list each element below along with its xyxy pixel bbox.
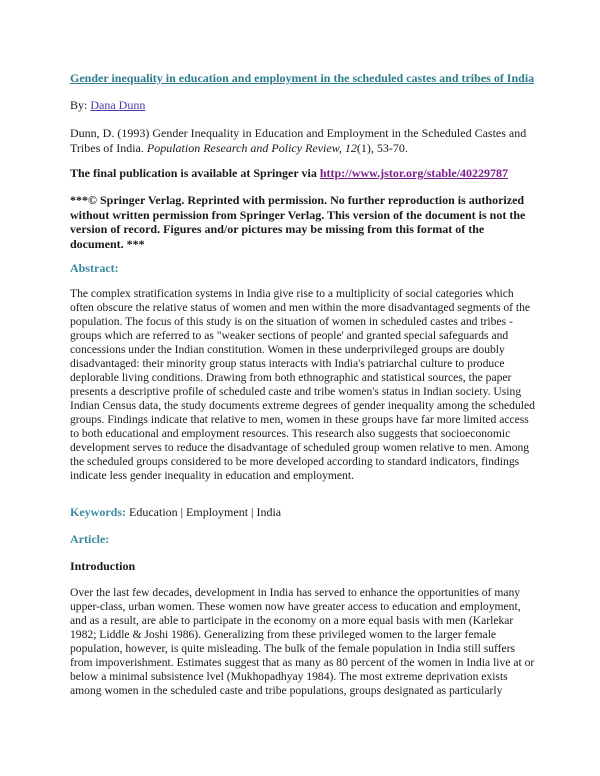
final-publication-text: The final publication is available at Springer via <box>70 166 317 180</box>
keywords-label: Keywords: <box>70 505 126 519</box>
citation-text: Dunn, D. (1993) Gender Inequality in Education and Employment in the Scheduled Castes and Tribes of India. <box>70 126 527 155</box>
citation-journal: Population Research and Policy Review, <box>146 140 342 155</box>
citation-volume: 12 <box>344 140 357 155</box>
keywords <box>70 505 540 520</box>
abstract-text: The complex stratification systems in India give rise to a multiplicity of social categories which often obscure the relative status of women and men within the more disadvantaged segments of the population. The focus of this study is on the situation of women in scheduled castes and tribes - groups which are referred to as "weaker sections of people' and granted special safeguards and concessions under the Indian constitution. Women in these underprivileged groups are doubly disadvantaged: their minority group status interacts with India's patriarchal culture to produce deplorable living conditions. Drawing from both ethnographic and statistical sources, the paper presents a descriptive profile of scheduled caste and tribe women's status in Indian society. Using Indian Census data, the study documents extreme degrees of gender inequality among the scheduled groups. Findings indicate that relative to men, women in these groups have far more limited access to both educational and employment resources. This research also suggests that socioeconomic development serves to reduce the disadvantage of scheduled group women relative to men. Among the scheduled groups considered to be more developed according to standard indicators, findings indicate less gender inequality in education and employment. <box>70 287 535 482</box>
jstor-link[interactable]: http://www.jstor.org/stable/40229787 <box>319 166 509 180</box>
author-link[interactable]: Dana Dunn <box>90 98 146 112</box>
byline-label: By: <box>70 98 88 112</box>
introduction-text: Over the last few decades, development in India has served to enhance the opportunities of many upper-class, urban women. These women now have greater access to education and employment, and as a result, are able to participate in the economy on a more equal basis with men (Karlekar 1982; Liddle & Joshi 1986). Generalizing from these privileged women to the larger female population, however, is quite misleading. The bulk of the female population in India still suffers from impoverishment. Estimates suggest that as many as 80 percent of the women in India live at or below a minimal subsistence lvel (Mukhopadhyay 1984). The most extreme deprivation exists among women in the scheduled caste and tribe populations, groups designated as particularly <box>70 586 535 697</box>
introduction-heading: Introduction <box>70 559 136 573</box>
byline <box>70 98 540 113</box>
article-title-link[interactable]: Gender inequality in education and employment in the scheduled castes and tribes of India <box>70 71 535 85</box>
final-publication <box>70 166 540 181</box>
copyright-notice: ***© Springer Verlag. Reprinted with permission. No further reproduction is authorized without written permission from Springer Verlag. This version of the document is not the version of record. Figures and/or pictures may be missing from this format of the document. *** <box>70 193 526 251</box>
keywords-value: Education | Employment | India <box>129 505 282 519</box>
article-heading: Article: <box>70 532 110 546</box>
citation-pages: (1), 53-70. <box>356 140 408 155</box>
citation <box>70 126 540 155</box>
abstract-heading: Abstract: <box>70 261 119 275</box>
